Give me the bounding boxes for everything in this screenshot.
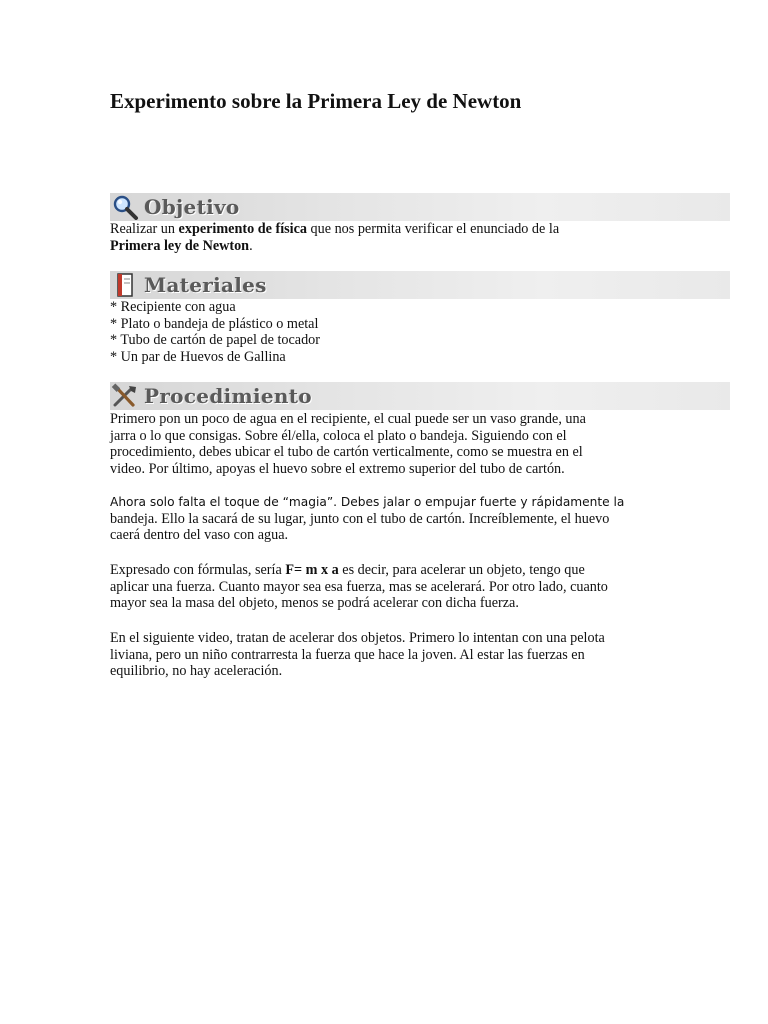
- materiales-list: [110, 299, 730, 365]
- text-run: Expresado con fórmulas, sería: [110, 562, 286, 578]
- list-item: * Recipiente con agua: [110, 299, 236, 315]
- text-line: bandeja. Ello la sacará de su lugar, junto con el tubo de cartón. Increíblemente, el huevo: [110, 510, 610, 527]
- text-line: Ahora solo falta el toque de “magia”. Debes jalar o empujar fuerte y rápidamente la: [110, 495, 625, 509]
- text-line: caerá dentro del vaso con agua.: [110, 527, 289, 543]
- banner-label: Materiales: [144, 273, 267, 297]
- banner-label: Objetivo: [144, 195, 240, 219]
- banner-procedimiento: [110, 382, 730, 410]
- bold-term: Primera ley de Newton: [110, 237, 250, 254]
- bold-term: experimento de física: [178, 221, 307, 237]
- banner-materiales: [110, 271, 730, 299]
- book-icon: [110, 271, 140, 299]
- procedimiento-p1: [110, 411, 730, 477]
- text-line: liviana, pero un niño contrarresta la fuerza que hace la joven. Al estar las fuerzas en: [110, 646, 585, 663]
- list-item: * Un par de Huevos de Gallina: [110, 348, 286, 365]
- objetivo-text: [110, 221, 730, 254]
- text-line: En el siguiente video, tratan de acelerar dos objetos. Primero lo intentan con una pelota: [110, 630, 605, 646]
- formula: F= m x a: [285, 562, 339, 578]
- text-run: que nos permita verificar el enunciado de la: [307, 221, 560, 237]
- text-run: Realizar un: [110, 221, 179, 237]
- text-run: es decir, para acelerar un objeto, tengo que: [338, 562, 585, 578]
- text-line: equilibrio, no hay aceleración.: [110, 663, 283, 679]
- text-line: video. Por último, apoyas el huevo sobre el extremo superior del tubo de cartón.: [110, 460, 565, 477]
- procedimiento-p4: [110, 630, 730, 680]
- text-line: procedimiento, debes ubicar el tubo de cartón verticalmente, como se muestra en el: [110, 444, 583, 460]
- text-run: .: [249, 237, 253, 254]
- text-line: jarra o lo que consigas. Sobre él/ella, coloca el plato o bandeja. Siguiendo con el: [110, 427, 567, 444]
- magnifier-icon: [110, 193, 140, 221]
- page-title: Experimento sobre la Primera Ley de Newton: [110, 89, 522, 113]
- tools-icon: [110, 382, 140, 410]
- banner-label: Procedimiento: [144, 384, 312, 408]
- list-item: * Tubo de cartón de papel de tocador: [110, 332, 320, 348]
- list-item: * Plato o bandeja de plástico o metal: [110, 315, 319, 332]
- procedimiento-p3: [110, 562, 730, 612]
- banner-objetivo: [110, 193, 730, 221]
- text-line: aplicar una fuerza. Cuanto mayor sea esa fuerza, mas se acelerará. Por otro lado, cuanto: [110, 578, 608, 595]
- text-line: mayor sea la masa del objeto, menos se podrá acelerar con dicha fuerza.: [110, 595, 519, 611]
- procedimiento-p2: [110, 494, 730, 544]
- text-line: Primero pon un poco de agua en el recipiente, el cual puede ser un vaso grande, una: [110, 411, 586, 427]
